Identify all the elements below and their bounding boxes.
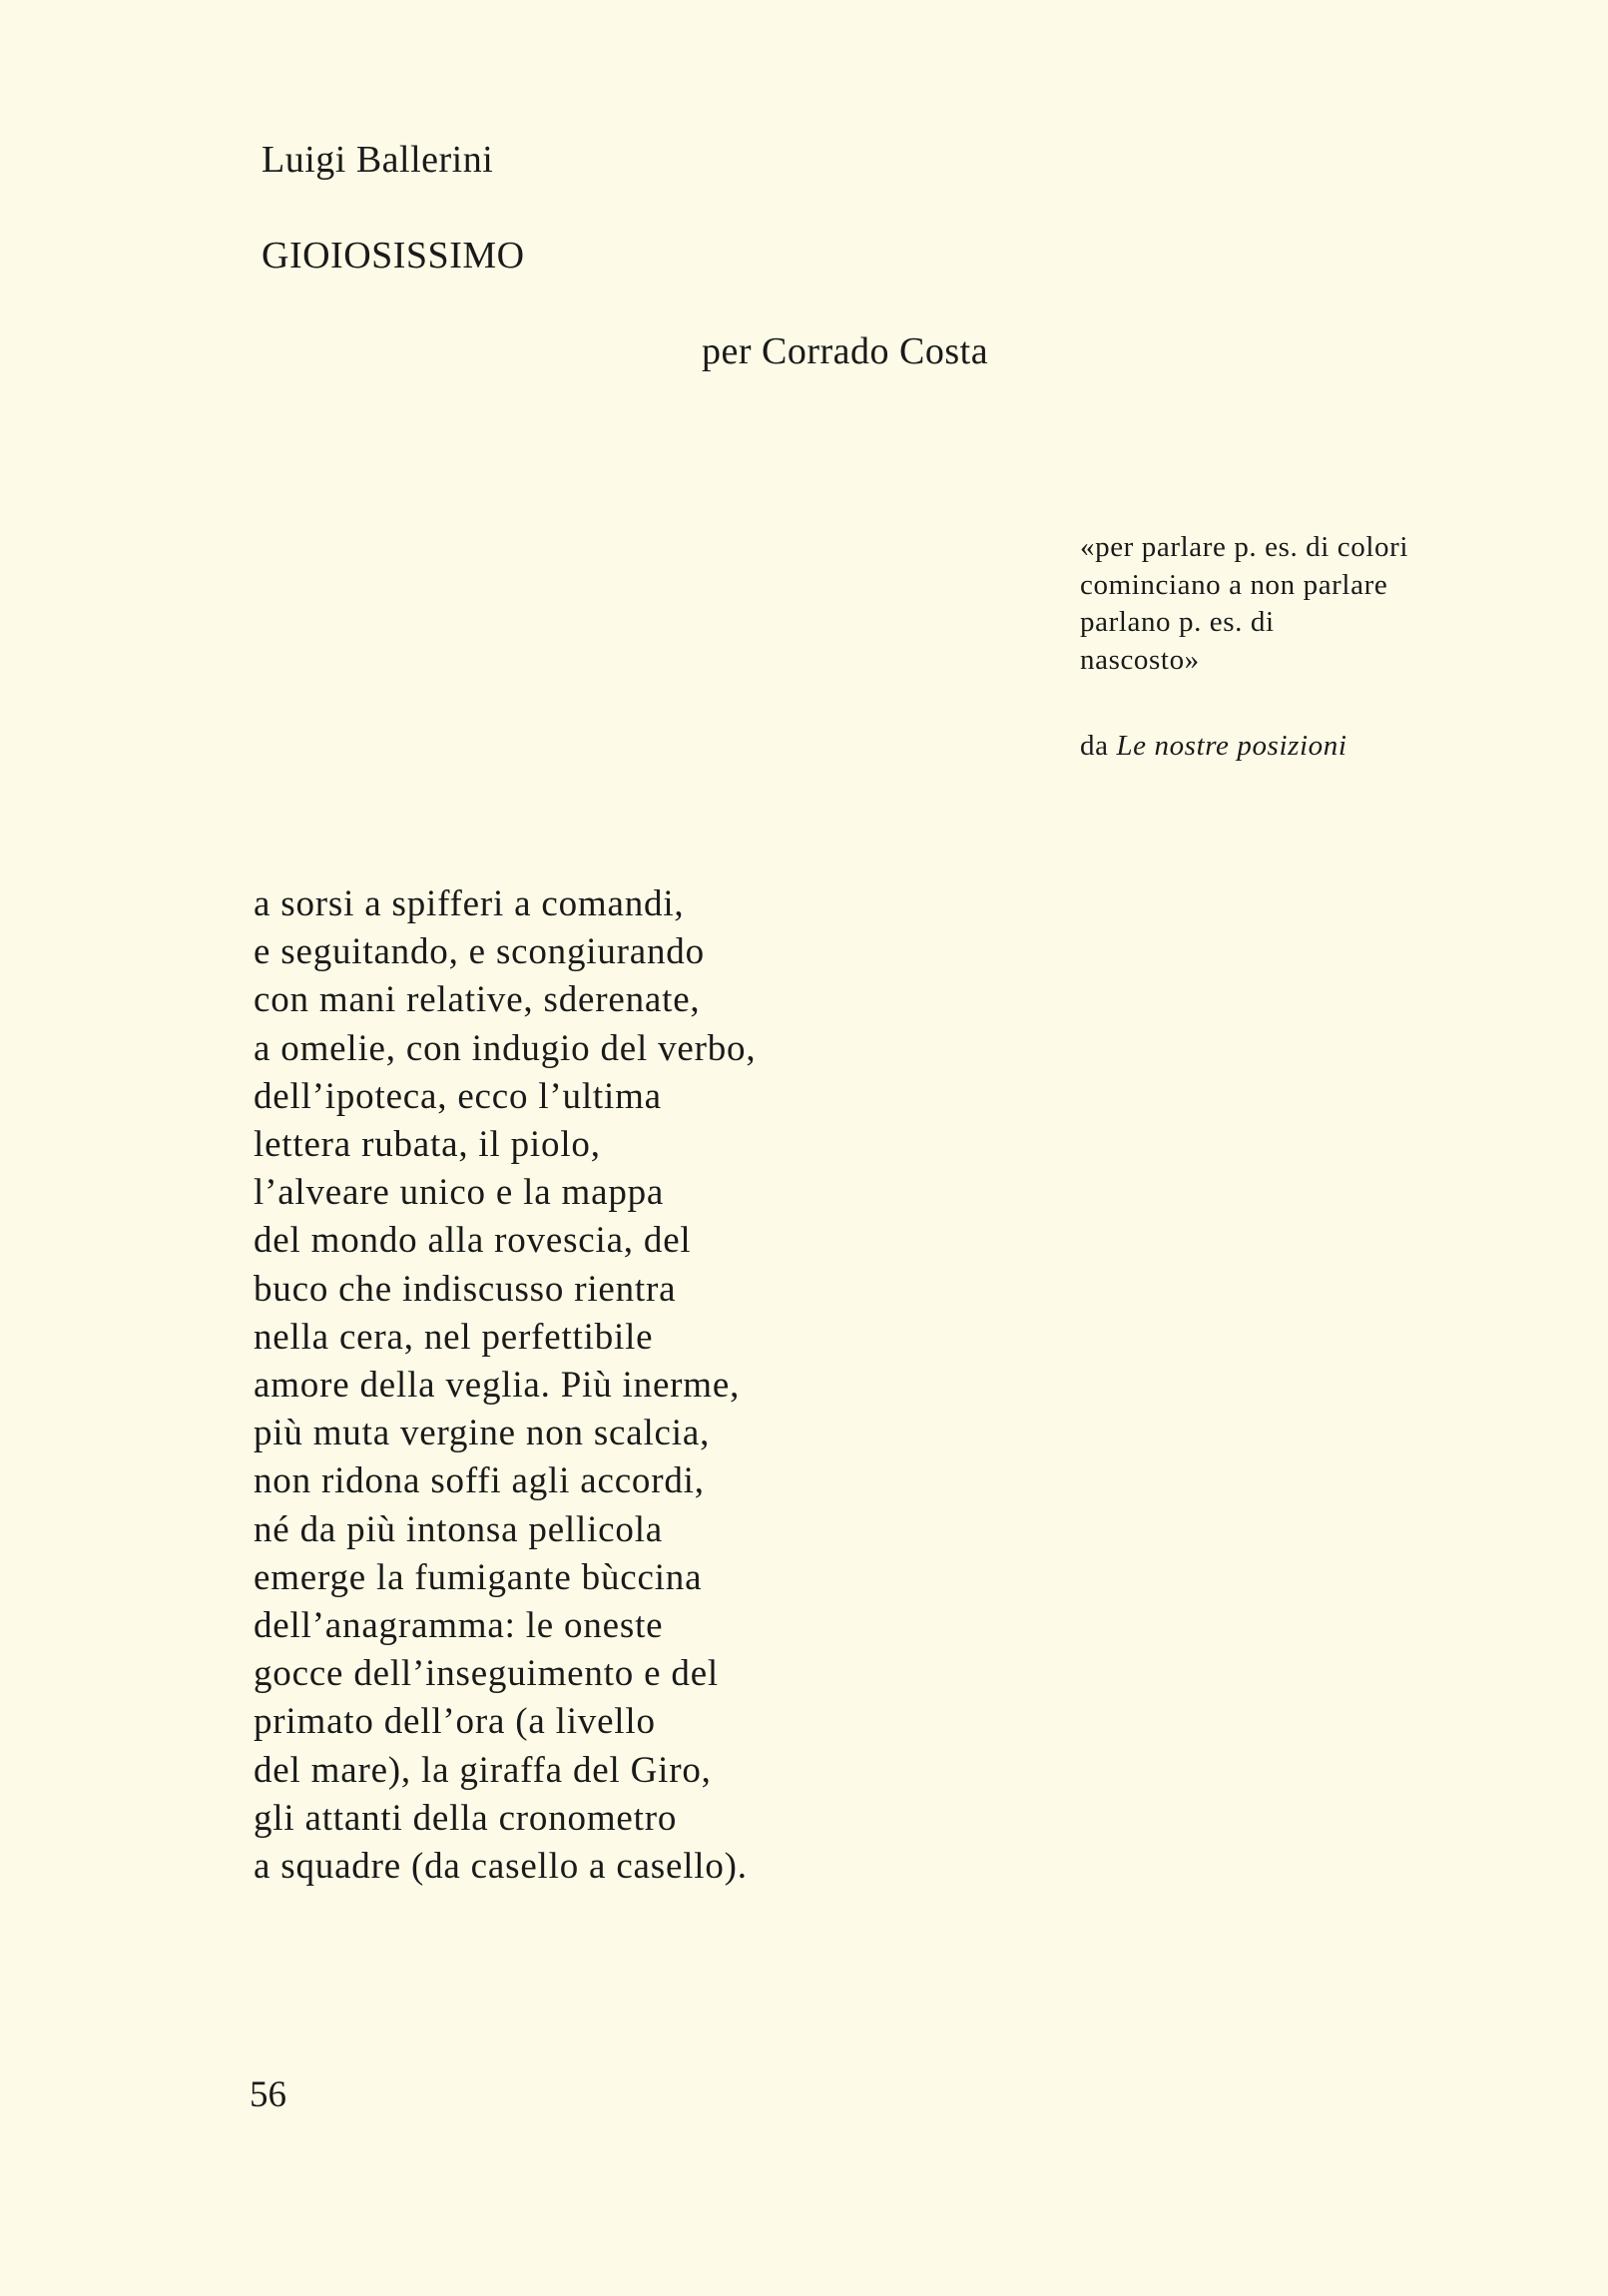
- poem-line: dell’ipoteca, ecco l’ultima: [254, 1075, 662, 1117]
- dedication: per Corrado Costa: [702, 330, 989, 372]
- poem-title: GIOIOSISSIMO: [262, 235, 525, 277]
- poem-line: non ridona soffi agli accordi,: [254, 1460, 705, 1502]
- poem-body: [254, 880, 756, 1891]
- poem-line: nella cera, nel perfettibile: [254, 1316, 654, 1358]
- poem-line: e seguitando, e scongiurando: [254, 931, 705, 973]
- epigraph-source: [1080, 728, 1347, 765]
- poem-line: a squadre (da casello a casello).: [254, 1846, 748, 1888]
- poem-line: amore della veglia. Più inerme,: [254, 1365, 741, 1407]
- poem-line: né da più intonsa pellicola: [254, 1508, 663, 1550]
- epigraph: [1080, 529, 1408, 679]
- poem-line: gli attanti della cronometro: [254, 1797, 678, 1839]
- page-number: 56: [250, 2074, 286, 2115]
- poem-line: più muta vergine non scalcia,: [254, 1413, 711, 1454]
- poem-line: primato dell’ora (a livello: [254, 1701, 656, 1743]
- epigraph-line: «per parlare p. es. di colori: [1080, 531, 1409, 563]
- poem-line: gocce dell’inseguimento e del: [254, 1653, 720, 1695]
- author-name: Luigi Ballerini: [262, 139, 494, 181]
- poem-line: del mare), la giraffa del Giro,: [254, 1749, 712, 1791]
- poem-line: buco che indiscusso rientra: [254, 1268, 677, 1310]
- epigraph-line: parlano p. es. di: [1080, 606, 1275, 638]
- poem-line: dell’anagramma: le oneste: [254, 1605, 664, 1647]
- poem-line: emerge la fumigante bùccina: [254, 1556, 703, 1598]
- poem-line: con mani relative, sderenate,: [254, 979, 701, 1021]
- epigraph-source-prefix: da: [1080, 730, 1109, 762]
- epigraph-line: nascosto»: [1080, 643, 1200, 676]
- epigraph-source-title: Le nostre posizioni: [1116, 730, 1347, 762]
- poem-line: lettera rubata, il piolo,: [254, 1124, 601, 1166]
- poem-line: a omelie, con indugio del verbo,: [254, 1027, 757, 1069]
- epigraph-line: cominciano a non parlare: [1080, 568, 1388, 601]
- poem-line: del mondo alla rovescia, del: [254, 1220, 692, 1262]
- poem-line: l’alveare unico e la mappa: [254, 1172, 665, 1214]
- poem-line: a sorsi a spifferi a comandi,: [254, 883, 685, 924]
